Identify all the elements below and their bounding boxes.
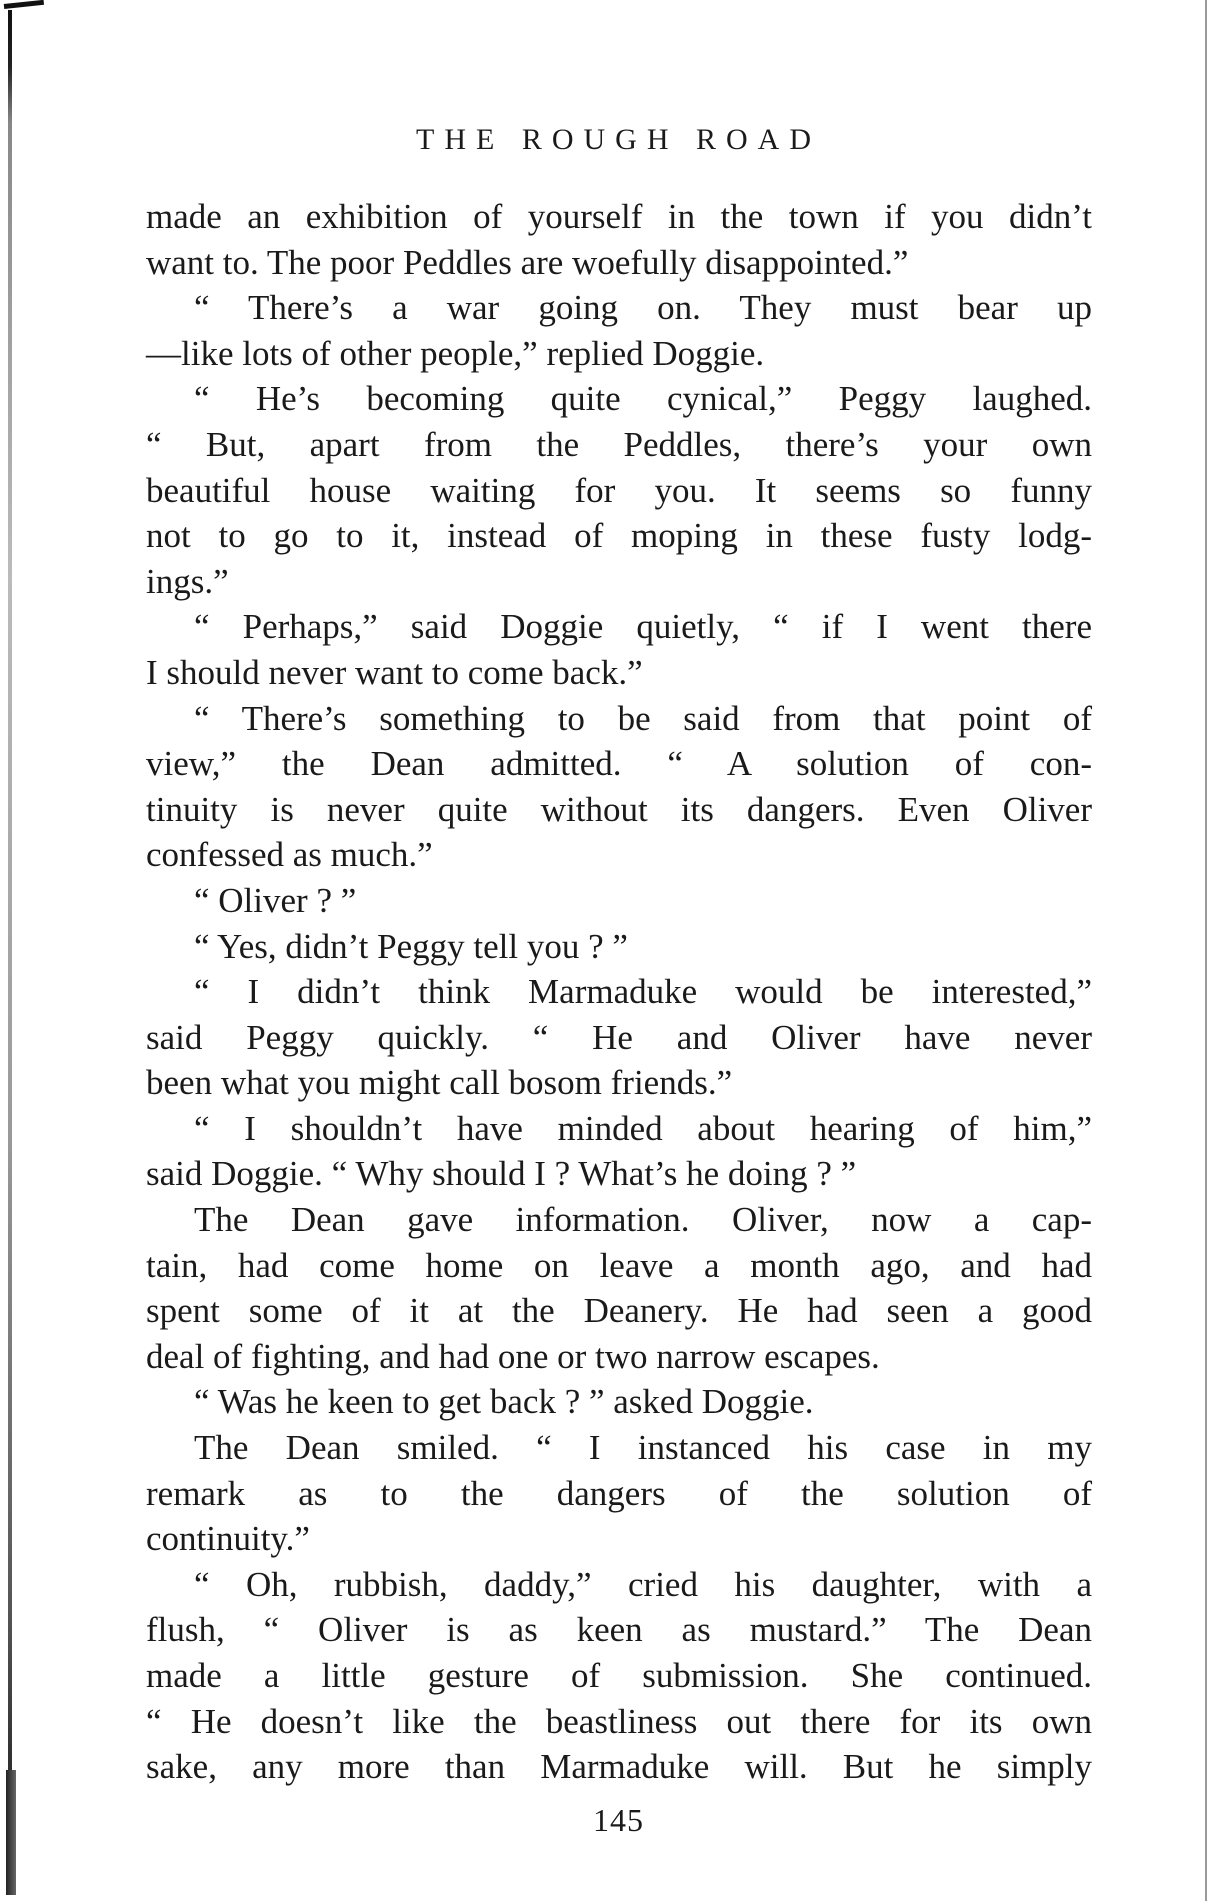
text-line: “ There’s a war going on. They must bear up — [194, 288, 1092, 328]
text-line: made a little gesture of submission. She continued. — [146, 1656, 1092, 1695]
text-line: remark as to the dangers of the solution of — [146, 1473, 1092, 1513]
text-line: “ I didn’t think Marmaduke would be interested,” — [194, 972, 1092, 1012]
text-line: tinuity is never quite without its dangers. Even Oliver — [146, 789, 1092, 829]
text-line: sake, any more than Marmaduke will. But he simply — [146, 1747, 1092, 1787]
text-line: continuity.” — [146, 1519, 310, 1559]
text-line: “ Oliver ? ” — [194, 880, 357, 920]
text-line: “ But, apart from the Peddles, there’s your own — [146, 424, 1092, 464]
body-text — [146, 194, 1092, 1790]
page-edge-corner — [4, 0, 44, 9]
text-line: tain, had come home on leave a month ago, and had — [146, 1245, 1092, 1285]
text-line: “ He doesn’t like the beastliness out there for its own — [146, 1701, 1092, 1741]
page-edge-left — [8, 10, 12, 1895]
text-line: beautiful house waiting for you. It seems so funny — [146, 470, 1092, 510]
text-line: not to go to it, instead of moping in these fusty lodg- — [146, 516, 1092, 556]
text-line: I should never want to come back.” — [146, 652, 643, 692]
text-line: “ Was he keen to get back ? ” asked Doggie. — [194, 1382, 814, 1422]
page-number: 145 — [593, 1802, 644, 1838]
text-line: “ Yes, didn’t Peggy tell you ? ” — [194, 926, 628, 966]
text-line: “ Oh, rubbish, daddy,” cried his daughter, with a — [194, 1564, 1092, 1604]
text-line: view,” the Dean admitted. “ A solution of con- — [146, 744, 1092, 784]
text-line: —like lots of other people,” replied Doggie. — [146, 333, 765, 373]
text-line: confessed as much.” — [146, 835, 433, 875]
text-line: ings.” — [146, 561, 229, 601]
page-edge-right — [1205, 0, 1207, 1901]
text-line: made an exhibition of yourself in the town if you didn’t — [146, 197, 1092, 236]
running-head: THE ROUGH ROAD — [416, 123, 821, 156]
page-edge-left-bottom — [6, 1770, 16, 1895]
text-line: said Doggie. “ Why should I ? What’s he doing ? ” — [146, 1154, 857, 1194]
text-line: “ I shouldn’t have minded about hearing of him,” — [194, 1108, 1092, 1148]
text-line: “ Perhaps,” said Doggie quietly, “ if I went there — [194, 607, 1092, 647]
text-line: spent some of it at the Deanery. He had seen a good — [146, 1291, 1092, 1331]
text-line: said Peggy quickly. “ He and Oliver have never — [146, 1017, 1092, 1057]
text-line: deal of fighting, and had one or two narrow escapes. — [146, 1336, 880, 1376]
text-line: been what you might call bosom friends.” — [146, 1063, 733, 1103]
text-line: “ There’s something to be said from that point of — [194, 698, 1092, 738]
text-line: want to. The poor Peddles are woefully disappointed.” — [146, 242, 909, 282]
text-line: The Dean gave information. Oliver, now a cap- — [194, 1200, 1092, 1240]
text-line: The Dean smiled. “ I instanced his case in my — [194, 1428, 1092, 1468]
text-line: flush, “ Oliver is as keen as mustard.” The Dean — [146, 1610, 1092, 1650]
text-line: “ He’s becoming quite cynical,” Peggy laughed. — [194, 379, 1092, 419]
